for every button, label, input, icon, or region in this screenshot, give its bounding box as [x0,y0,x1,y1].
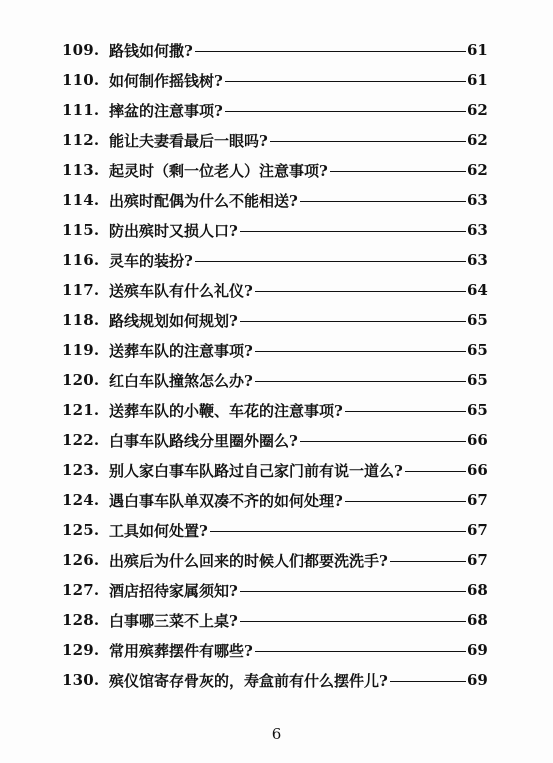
toc-entry-title: 送葬车队的小鞭、车花的注意事项? [109,401,343,420]
toc-entry-title: 红白车队撞煞怎么办? [109,371,253,390]
toc-entry-page: 69 [467,641,488,659]
toc-entry [62,155,487,185]
toc-entry-number: 119. [62,341,100,359]
toc-entry [62,455,487,485]
toc-entry-title: 遇白事车队单双凑不齐的如何处理? [109,491,343,510]
toc-entry [62,395,487,425]
toc-entry-number: 124. [62,491,100,509]
toc-leader-line [300,441,466,442]
toc-entry-number: 109. [62,41,100,59]
toc-entry [62,125,487,155]
toc-entry-page: 67 [467,551,488,569]
toc-entry-number: 127. [62,581,100,599]
toc-entry-title: 路线规划如何规划? [109,311,238,330]
toc-entry-page: 64 [467,281,488,299]
toc-entry-number: 111. [62,101,100,119]
toc-entry-number: 114. [62,191,100,209]
toc-entry-number: 125. [62,521,100,539]
toc-leader-line [330,171,466,172]
toc-entry [62,605,487,635]
toc-leader-line [195,261,466,262]
toc-entry-page: 65 [467,341,488,359]
toc-entry-number: 118. [62,311,100,329]
toc-entry [62,635,487,665]
toc-entry-title: 殡仪馆寄存骨灰的，寿盒前有什么摆件儿? [109,671,388,690]
toc-leader-line [345,411,466,412]
toc-entry [62,575,487,605]
toc-entry-title: 出殡时配偶为什么不能相送? [109,191,298,210]
toc-entry-number: 117. [62,281,100,299]
toc-entry-page: 65 [467,311,488,329]
toc-entry-title: 摔盆的注意事项? [109,101,223,120]
toc-entry [62,515,487,545]
toc-entry-number: 129. [62,641,100,659]
toc-entry [62,335,487,365]
toc-entry [62,365,487,395]
toc-entry [62,485,487,515]
toc-entry-title: 工具如何处置? [109,521,208,540]
toc-entry-page: 67 [467,521,488,539]
toc-entry-page: 66 [467,461,488,479]
toc-entry-number: 126. [62,551,100,569]
toc-entry-number: 110. [62,71,100,89]
toc-entry [62,215,487,245]
toc-leader-line [210,531,466,532]
toc-entry [62,665,487,695]
toc-entry [62,35,487,65]
toc-leader-line [225,81,466,82]
toc-entry-number: 116. [62,251,100,269]
toc-entry-number: 120. [62,371,100,389]
toc-entry-title: 出殡后为什么回来的时候人们都要洗洗手? [109,551,388,570]
toc-entry-title: 白事车队路线分里圈外圈么? [109,431,298,450]
toc-entry-page: 61 [467,41,488,59]
toc-leader-line [390,681,466,682]
toc-entry-title: 起灵时（剩一位老人）注意事项? [109,161,328,180]
toc-entry [62,185,487,215]
toc-entry-number: 130. [62,671,100,689]
toc-leader-line [225,111,466,112]
table-of-contents [62,35,487,695]
toc-entry [62,245,487,275]
toc-entry [62,545,487,575]
toc-entry-page: 63 [467,191,488,209]
toc-entry-title: 灵车的装扮? [109,251,193,270]
toc-entry-number: 112. [62,131,100,149]
toc-leader-line [195,51,466,52]
toc-leader-line [300,201,466,202]
toc-entry-page: 63 [467,251,488,269]
toc-entry-title: 白事哪三菜不上桌? [109,611,238,630]
toc-leader-line [270,141,466,142]
toc-entry-title: 送殡车队有什么礼仪? [109,281,253,300]
toc-entry-title: 常用殡葬摆件有哪些? [109,641,253,660]
toc-entry-page: 63 [467,221,488,239]
toc-entry-page: 67 [467,491,488,509]
toc-leader-line [255,291,466,292]
toc-entry-title: 送葬车队的注意事项? [109,341,253,360]
page-number: 6 [271,725,282,743]
toc-entry-title: 酒店招待家属须知? [109,581,238,600]
toc-leader-line [240,321,466,322]
toc-entry-page: 61 [467,71,488,89]
toc-entry-page: 68 [467,581,488,599]
toc-leader-line [240,621,466,622]
toc-leader-line [255,651,466,652]
toc-entry-number: 121. [62,401,100,419]
toc-entry-title: 防出殡时又损人口? [109,221,238,240]
toc-entry [62,95,487,125]
toc-entry [62,425,487,455]
toc-entry-number: 128. [62,611,100,629]
toc-entry-title: 路钱如何撒? [109,41,193,60]
toc-entry-page: 69 [467,671,488,689]
toc-entry [62,305,487,335]
toc-entry [62,275,487,305]
toc-entry-title: 能让夫妻看最后一眼吗? [109,131,268,150]
toc-leader-line [255,381,466,382]
toc-entry-title: 如何制作摇钱树? [109,71,223,90]
toc-leader-line [390,561,466,562]
toc-leader-line [255,351,466,352]
toc-entry-page: 66 [467,431,488,449]
toc-entry-title: 别人家白事车队路过自己家门前有说一道么? [109,461,403,480]
toc-entry-page: 62 [467,101,488,119]
toc-entry-page: 62 [467,131,488,149]
toc-entry-page: 68 [467,611,488,629]
toc-leader-line [405,471,466,472]
toc-entry-page: 65 [467,401,488,419]
toc-entry-number: 115. [62,221,100,239]
toc-leader-line [240,231,466,232]
toc-entry-number: 122. [62,431,100,449]
toc-entry-page: 62 [467,161,488,179]
toc-entry-page: 65 [467,371,488,389]
toc-leader-line [345,501,466,502]
toc-leader-line [240,591,466,592]
toc-entry-number: 123. [62,461,100,479]
toc-entry-number: 113. [62,161,100,179]
toc-entry [62,65,487,95]
